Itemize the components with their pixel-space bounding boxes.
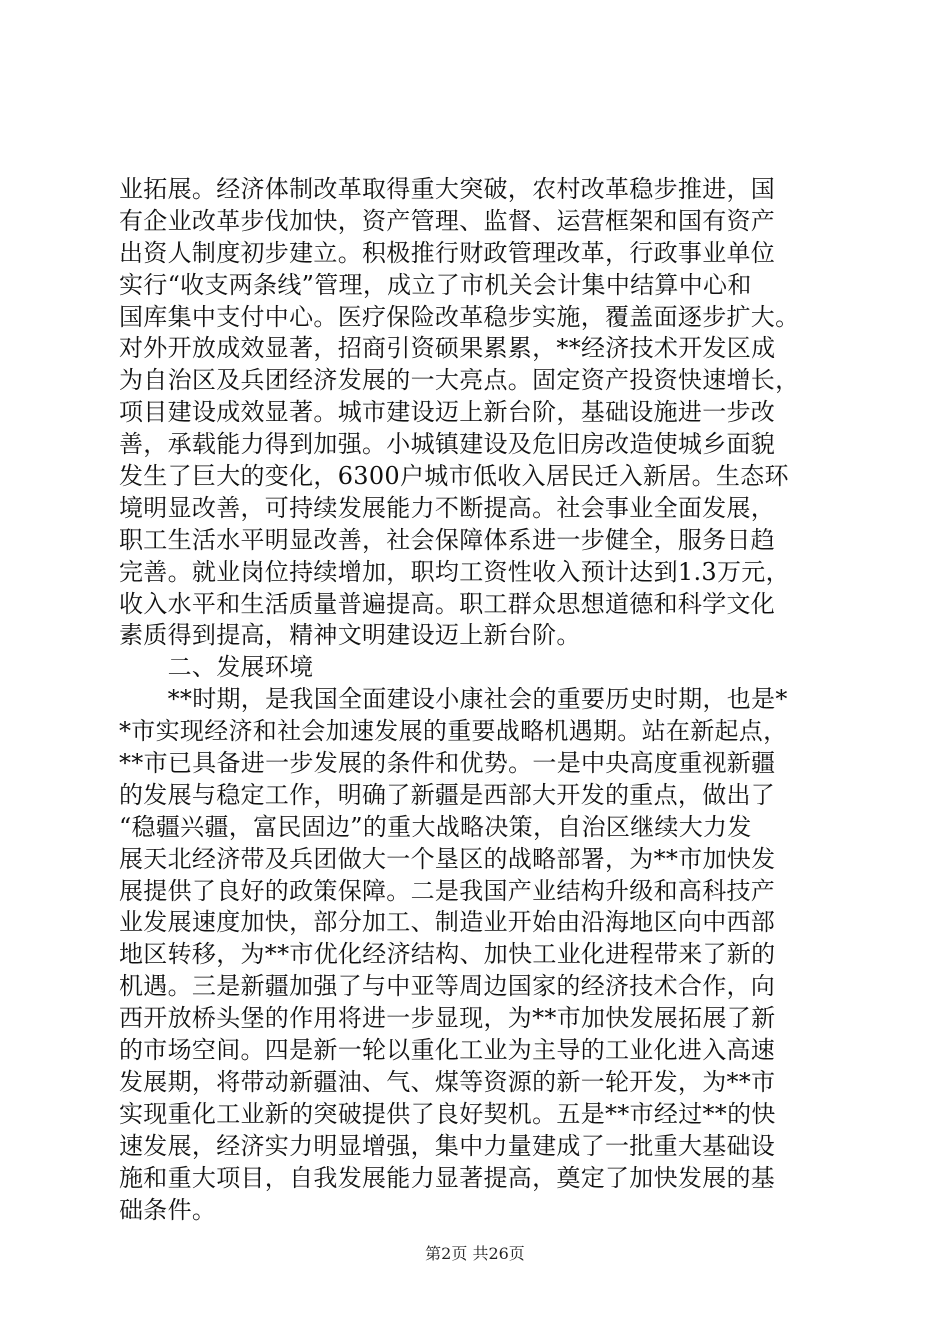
text-line: 职工生活水平明显改善，社会保障体系进一步健全，服务日趋 bbox=[119, 525, 776, 554]
text-line: 项目建设成效显著。城市建设迈上新台阶，基础设施进一步改 bbox=[119, 398, 776, 427]
text-line: 国库集中支付中心。医疗保险改革稳步实施，覆盖面逐步扩大。 bbox=[119, 302, 800, 331]
text-line: “稳疆兴疆，富民固边”的重大战略决策，自治区继续大力发 bbox=[119, 812, 752, 841]
text-line: **时期，是我国全面建设小康社会的重要历史时期，也是* bbox=[119, 685, 788, 714]
text-line: 速发展，经济实力明显增强，集中力量建成了一批重大基础设 bbox=[119, 1131, 776, 1160]
text-line: 西开放桥头堡的作用将进一步显现，为**市加快发展拓展了新 bbox=[119, 1004, 776, 1033]
text-line: 的发展与稳定工作，明确了新疆是西部大开发的重点，做出了 bbox=[119, 780, 776, 809]
text-line: 发生了巨大的变化，6300户城市低收入居民迁入新居。生态环 bbox=[119, 462, 789, 491]
text-line: 境明显改善，可持续发展能力不断提高。社会事业全面发展， bbox=[119, 493, 776, 522]
text-line: 为自治区及兵团经济发展的一大亮点。固定资产投资快速增长， bbox=[119, 366, 800, 395]
text-line: 善，承载能力得到加强。小城镇建设及危旧房改造使城乡面貌 bbox=[119, 430, 776, 459]
text-line: 有企业改革步伐加快，资产管理、监督、运营框架和国有资产 bbox=[119, 206, 776, 235]
page-footer: 第2页 共26页 bbox=[425, 1244, 525, 1263]
text-line: 完善。就业岗位持续增加，职均工资性收入预计达到1.3万元， bbox=[119, 557, 790, 586]
text-line: 实行“收支两条线”管理，成立了市机关会计集中结算中心和 bbox=[119, 270, 752, 299]
text-line: 发展期，将带动新疆油、气、煤等资源的新一轮开发，为**市 bbox=[119, 1067, 776, 1096]
text-line: 机遇。三是新疆加强了与中亚等周边国家的经济技术合作，向 bbox=[119, 972, 776, 1001]
text-line: 展提供了良好的政策保障。二是我国产业结构升级和高科技产 bbox=[119, 876, 776, 905]
text-line: 业拓展。经济体制改革取得重大突破，农村改革稳步推进，国 bbox=[119, 175, 776, 203]
text-line: 收入水平和生活质量普遍提高。职工群众思想道德和科学文化 bbox=[119, 589, 776, 618]
text-line: 施和重大项目，自我发展能力显著提高，奠定了加快发展的基 bbox=[119, 1163, 776, 1192]
text-line: **市已具备进一步发展的条件和优势。一是中央高度重视新疆 bbox=[119, 749, 776, 778]
text-line: 业发展速度加快，部分加工、制造业开始由沿海地区向中西部 bbox=[119, 908, 776, 937]
text-line: 出资人制度初步建立。积极推行财政管理改革，行政事业单位 bbox=[119, 238, 776, 267]
text-line: 实现重化工业新的突破提供了良好契机。五是**市经过**的快 bbox=[119, 1099, 776, 1128]
text-line: 地区转移，为**市优化经济结构、加快工业化进程带来了新的 bbox=[119, 940, 776, 969]
body-text bbox=[119, 174, 859, 1226]
text-line: 对外开放成效显著，招商引资硕果累累，**经济技术开发区成 bbox=[119, 334, 776, 363]
text-line: 二、发展环境 bbox=[119, 653, 314, 682]
text-line: 素质得到提高，精神文明建设迈上新台阶。 bbox=[119, 621, 581, 650]
text-line: 础条件。 bbox=[119, 1195, 217, 1224]
text-line: *市实现经济和社会加速发展的重要战略机遇期。站在新起点， bbox=[119, 717, 788, 746]
text-line: 的市场空间。四是新一轮以重化工业为主导的工业化进入高速 bbox=[119, 1036, 776, 1065]
text-line: 展天北经济带及兵团做大一个垦区的战略部署，为**市加快发 bbox=[119, 844, 776, 873]
